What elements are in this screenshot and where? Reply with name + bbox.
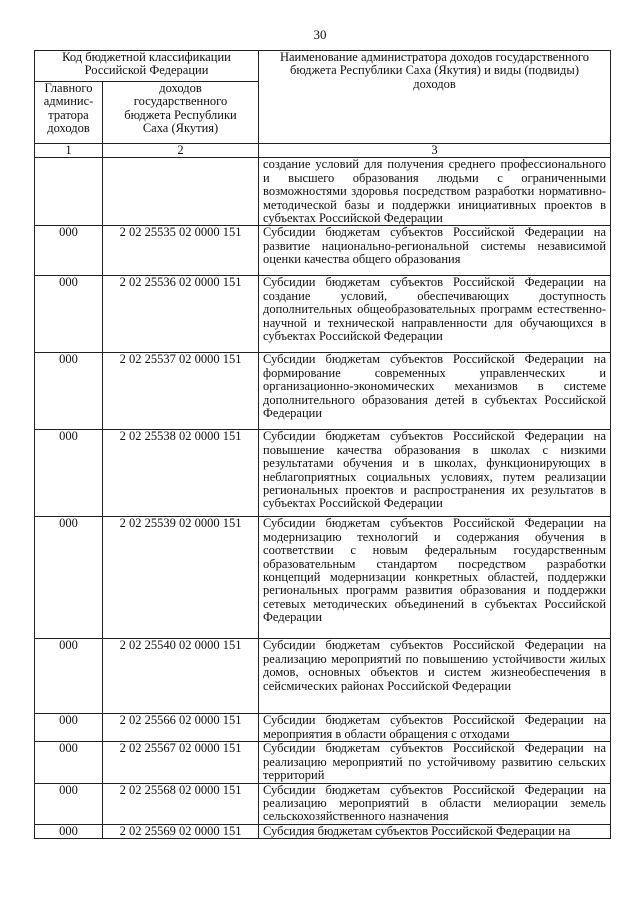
table-row	[35, 430, 611, 517]
income-description-cell: Субсидии бюджетам субъектов Российской Федерации на реализацию мероприятий по устойчивому развитию сельских территорий	[259, 742, 611, 783]
code-group-header: Код бюджетной классификации Российской Федерации	[35, 51, 259, 82]
table-row	[35, 742, 611, 783]
income-description-cell: Субсидии бюджетам субъектов Российской Федерации на формирование современных управленческих и организационно-экономических механизмов в системе дополнительного образования детей в субъектах Российской Федерации	[259, 353, 611, 430]
page-number: 30	[313, 27, 327, 42]
admin-code-cell: 000	[35, 824, 103, 838]
income-code-cell: 2 02 25540 02 0000 151	[103, 639, 259, 714]
admin-code-cell: 000	[35, 517, 103, 639]
admin-code-cell	[35, 158, 103, 226]
table-row	[35, 226, 611, 276]
column-number-3: 3	[259, 144, 611, 158]
income-code-cell: 2 02 25566 02 0000 151	[103, 714, 259, 742]
table-row	[35, 517, 611, 639]
column-number-1: 1	[35, 144, 103, 158]
income-code-cell: 2 02 25536 02 0000 151	[103, 276, 259, 353]
income-code-cell: 2 02 25539 02 0000 151	[103, 517, 259, 639]
income-description-cell: Субсидия бюджетам субъектов Российской Федерации на	[259, 824, 611, 838]
table-row	[35, 824, 611, 838]
admin-column-header: Главного админис-тратора доходов	[35, 82, 103, 144]
table-row	[35, 714, 611, 742]
table-row	[35, 158, 611, 226]
income-code-column-header: доходов государственного бюджета Республики Саха (Якутия)	[103, 82, 259, 144]
admin-code-cell: 000	[35, 714, 103, 742]
budget-classification-table	[34, 50, 611, 839]
admin-code-cell: 000	[35, 430, 103, 517]
table-row	[35, 276, 611, 353]
column-number-row	[35, 144, 611, 158]
column-number-2: 2	[103, 144, 259, 158]
income-description-cell: Субсидии бюджетам субъектов Российской Федерации на реализацию мероприятий в области мелиорации земель сельскохозяйственного назначения	[259, 783, 611, 824]
income-description-cell: Субсидии бюджетам субъектов Российской Федерации на мероприятия в области обращения с отходами	[259, 714, 611, 742]
income-code-cell: 2 02 25569 02 0000 151	[103, 824, 259, 838]
income-description-cell: Субсидии бюджетам субъектов Российской Федерации на создание условий, обеспечивающих доступность дополнительных общеобразовательных программ естественно-научной и технической направленности для обучающихся в субъектах Российской Федерации	[259, 276, 611, 353]
income-description-cell: Субсидии бюджетам субъектов Российской Федерации на развитие национально-региональной системы независимой оценки качества общего образования	[259, 226, 611, 276]
admin-code-cell: 000	[35, 639, 103, 714]
income-description-cell: Субсидии бюджетам субъектов Российской Федерации на модернизацию технологий и содержания обучения в соответствии с новым федеральным государственным образовательным стандартом посредством разработки концепций модернизации конкретных областей, поддержки региональных программ развития образования и поддержки сетевых методических объединений в субъектах Российской Федерации	[259, 517, 611, 639]
admin-code-cell: 000	[35, 276, 103, 353]
table-row	[35, 353, 611, 430]
table-row	[35, 639, 611, 714]
income-description-cell: создание условий для получения среднего профессионального и высшего образования людьми с ограниченными возможностями здоровья посредством разработки нормативно-методической базы и поддержки инициативных проектов в субъектах Российской Федерации	[259, 158, 611, 226]
header-row-group	[35, 51, 611, 82]
income-code-cell: 2 02 25537 02 0000 151	[103, 353, 259, 430]
income-code-cell: 2 02 25535 02 0000 151	[103, 226, 259, 276]
income-description-cell: Субсидии бюджетам субъектов Российской Федерации на повышение качества образования в школах с низкими результатами обучения и в школах, функционирующих в неблагоприятных социальных условиях, путем реализации региональных проектов и распространения их результатов в субъектах Российской Федерации	[259, 430, 611, 517]
income-code-cell: 2 02 25538 02 0000 151	[103, 430, 259, 517]
income-description-cell: Субсидии бюджетам субъектов Российской Федерации на реализацию мероприятий по повышению устойчивости жилых домов, основных объектов и систем жизнеобеспечения в сейсмических районах Российской Федерации	[259, 639, 611, 714]
table-row	[35, 783, 611, 824]
admin-code-cell: 000	[35, 783, 103, 824]
admin-code-cell: 000	[35, 226, 103, 276]
admin-code-cell: 000	[35, 353, 103, 430]
income-code-cell	[103, 158, 259, 226]
income-code-cell: 2 02 25567 02 0000 151	[103, 742, 259, 783]
name-column-header: Наименование администратора доходов государственного бюджета Республики Саха (Якутия) и виды (подвиды) доходов	[259, 51, 611, 144]
admin-code-cell: 000	[35, 742, 103, 783]
income-code-cell: 2 02 25568 02 0000 151	[103, 783, 259, 824]
